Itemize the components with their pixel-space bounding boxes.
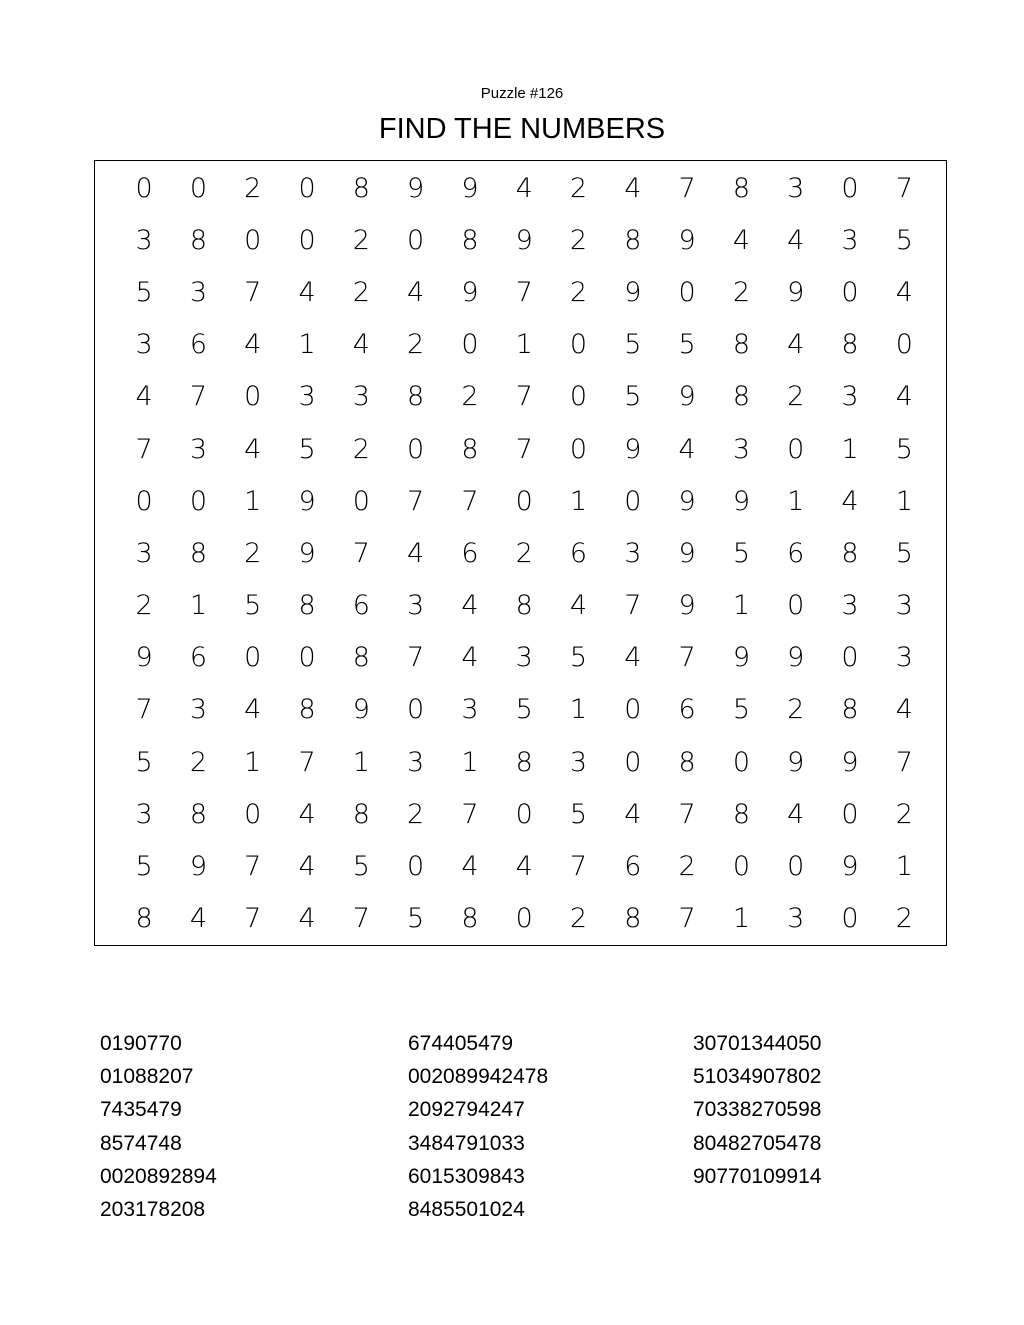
grid-cell[interactable]: 5 bbox=[515, 694, 533, 726]
grid-cell[interactable]: 3 bbox=[895, 642, 913, 674]
grid-cell[interactable]: 3 bbox=[787, 903, 805, 935]
grid-cell[interactable]: 7 bbox=[678, 903, 696, 935]
grid-cell[interactable]: 6 bbox=[624, 851, 642, 883]
grid-cell[interactable]: 8 bbox=[407, 381, 425, 413]
grid-cell[interactable]: 0 bbox=[189, 172, 208, 204]
grid-cell[interactable]: 7 bbox=[569, 851, 588, 883]
grid-cell[interactable]: 0 bbox=[569, 433, 588, 465]
grid-cell[interactable]: 4 bbox=[407, 276, 425, 308]
grid-cell[interactable]: 0 bbox=[624, 694, 642, 726]
grid-cell[interactable]: 0 bbox=[407, 224, 425, 256]
grid-cell[interactable]: 5 bbox=[244, 590, 262, 622]
grid-cell[interactable]: 8 bbox=[461, 224, 479, 256]
grid-cell[interactable]: 9 bbox=[135, 642, 153, 674]
word-list-item: 90770109914 bbox=[693, 1164, 822, 1188]
grid-cell[interactable]: 6 bbox=[461, 537, 479, 569]
grid-cell[interactable]: 2 bbox=[352, 276, 370, 308]
grid-cell[interactable]: 0 bbox=[841, 642, 859, 674]
grid-cell[interactable]: 8 bbox=[841, 329, 859, 361]
grid-cell[interactable]: 9 bbox=[352, 694, 370, 726]
grid-cell[interactable]: 2 bbox=[352, 433, 370, 465]
grid-cell[interactable]: 5 bbox=[624, 381, 642, 413]
grid-cell[interactable]: 4 bbox=[352, 329, 370, 361]
grid-cell[interactable]: 0 bbox=[298, 642, 316, 674]
grid-cell[interactable]: 2 bbox=[515, 537, 533, 569]
grid-cell[interactable]: 0 bbox=[135, 172, 153, 204]
grid-cell[interactable]: 3 bbox=[841, 590, 859, 622]
grid-cell[interactable]: 7 bbox=[515, 433, 533, 465]
word-list-item: 002089942478 bbox=[408, 1065, 549, 1089]
grid-cell[interactable]: 3 bbox=[787, 172, 805, 204]
grid-cell[interactable]: 5 bbox=[678, 329, 696, 361]
grid-cell[interactable]: 2 bbox=[787, 694, 805, 726]
grid-cell[interactable]: 8 bbox=[298, 590, 316, 622]
grid-cell[interactable]: 4 bbox=[895, 381, 913, 413]
grid-cell[interactable]: 0 bbox=[841, 798, 859, 830]
word-list-item: 674405479 bbox=[408, 1032, 514, 1055]
grid-cell[interactable]: 2 bbox=[569, 903, 588, 935]
grid-cell[interactable]: 2 bbox=[352, 224, 370, 256]
grid-cell[interactable]: 4 bbox=[298, 798, 316, 830]
grid-cell[interactable]: 0 bbox=[841, 276, 859, 308]
grid-cell[interactable]: 7 bbox=[189, 381, 208, 413]
grid-cell[interactable]: 3 bbox=[135, 329, 153, 361]
grid-cell[interactable]: 0 bbox=[244, 798, 262, 830]
word-list-item: 01088207 bbox=[100, 1065, 194, 1089]
grid-cell[interactable]: 3 bbox=[135, 537, 153, 569]
grid-cell[interactable]: 8 bbox=[189, 798, 208, 830]
grid-cell[interactable]: 0 bbox=[787, 851, 805, 883]
grid-cell[interactable]: 7 bbox=[895, 172, 913, 204]
grid-cell[interactable]: 0 bbox=[244, 381, 262, 413]
grid-cell[interactable]: 9 bbox=[841, 746, 859, 778]
grid-cell[interactable]: 8 bbox=[352, 172, 370, 204]
grid-cell[interactable]: 1 bbox=[569, 485, 588, 517]
grid-cell[interactable]: 1 bbox=[189, 590, 208, 622]
grid-cell[interactable]: 0 bbox=[407, 851, 425, 883]
grid-cell[interactable]: 1 bbox=[895, 485, 913, 517]
grid-cell[interactable]: 2 bbox=[569, 276, 588, 308]
grid-cell[interactable]: 5 bbox=[732, 537, 750, 569]
grid-cell[interactable]: 6 bbox=[569, 537, 588, 569]
grid-cell[interactable]: 3 bbox=[461, 694, 479, 726]
grid-cell[interactable]: 4 bbox=[407, 537, 425, 569]
grid-cell[interactable]: 4 bbox=[244, 329, 262, 361]
grid-cell[interactable]: 9 bbox=[407, 172, 425, 204]
grid-cell[interactable]: 0 bbox=[298, 224, 316, 256]
word-list-item: 8485501024 bbox=[408, 1198, 525, 1222]
grid-cell[interactable]: 4 bbox=[244, 433, 262, 465]
grid-cell[interactable]: 8 bbox=[461, 433, 479, 465]
grid-cell[interactable]: 6 bbox=[352, 590, 370, 622]
grid-cell[interactable]: 8 bbox=[298, 694, 316, 726]
word-list-item: 0190770 bbox=[100, 1032, 182, 1055]
grid-cell[interactable]: 3 bbox=[135, 224, 153, 256]
grid-cell[interactable]: 7 bbox=[515, 276, 533, 308]
grid-cell[interactable]: 1 bbox=[569, 694, 588, 726]
grid-cell[interactable]: 8 bbox=[461, 903, 479, 935]
grid-cell[interactable]: 9 bbox=[298, 485, 316, 517]
grid-cell[interactable]: 0 bbox=[298, 172, 316, 204]
grid-cell[interactable]: 0 bbox=[244, 224, 262, 256]
grid-cell[interactable]: 3 bbox=[135, 798, 153, 830]
grid-cell[interactable]: 5 bbox=[135, 851, 153, 883]
grid-cell[interactable]: 8 bbox=[624, 224, 642, 256]
grid-cell[interactable]: 4 bbox=[678, 433, 696, 465]
grid-cell[interactable]: 0 bbox=[244, 642, 262, 674]
grid-cell[interactable]: 0 bbox=[841, 172, 859, 204]
grid-cell[interactable]: 1 bbox=[732, 903, 750, 935]
grid-cell[interactable]: 5 bbox=[407, 903, 425, 935]
grid-cell[interactable]: 0 bbox=[407, 433, 425, 465]
grid-cell[interactable]: 7 bbox=[244, 851, 262, 883]
word-list-column-2 bbox=[408, 1027, 548, 1226]
grid-cell[interactable]: 2 bbox=[895, 798, 913, 830]
grid-cell[interactable]: 9 bbox=[515, 224, 533, 256]
grid-cell[interactable]: 9 bbox=[787, 642, 805, 674]
grid-cell[interactable]: 6 bbox=[189, 642, 208, 674]
grid-cell[interactable]: 3 bbox=[624, 537, 642, 569]
grid-cell[interactable]: 4 bbox=[189, 903, 208, 935]
grid-cell[interactable]: 2 bbox=[407, 798, 425, 830]
grid-cell[interactable]: 8 bbox=[515, 746, 533, 778]
grid-cell[interactable]: 9 bbox=[787, 746, 805, 778]
grid-cell[interactable]: 9 bbox=[732, 642, 750, 674]
grid-cell[interactable]: 4 bbox=[787, 329, 805, 361]
word-list-item: 0020892894 bbox=[100, 1164, 217, 1188]
grid-cell[interactable]: 4 bbox=[515, 172, 533, 204]
grid-cell[interactable]: 1 bbox=[732, 590, 750, 622]
word-list-item: 51034907802 bbox=[693, 1065, 822, 1089]
grid-cell[interactable]: 0 bbox=[135, 485, 153, 517]
grid-cell[interactable]: 2 bbox=[678, 851, 696, 883]
grid-cell[interactable]: 9 bbox=[841, 851, 859, 883]
grid-cell[interactable]: 1 bbox=[787, 485, 805, 517]
grid-cell[interactable]: 4 bbox=[841, 485, 859, 517]
grid-cell[interactable]: 0 bbox=[569, 381, 588, 413]
grid-cell[interactable]: 0 bbox=[624, 746, 642, 778]
grid-cell[interactable]: 0 bbox=[678, 276, 696, 308]
grid-cell[interactable]: 3 bbox=[352, 381, 370, 413]
word-list-item: 8574748 bbox=[100, 1131, 182, 1155]
grid-cell[interactable]: 5 bbox=[135, 276, 153, 308]
grid-cell[interactable]: 1 bbox=[841, 433, 859, 465]
grid-cell[interactable]: 6 bbox=[189, 329, 208, 361]
grid-cell[interactable]: 9 bbox=[678, 381, 696, 413]
grid-cell[interactable]: 7 bbox=[461, 485, 479, 517]
grid-cell[interactable]: 4 bbox=[569, 590, 588, 622]
grid-cell[interactable]: 2 bbox=[135, 590, 153, 622]
grid-cell[interactable]: 1 bbox=[515, 329, 533, 361]
grid-cell[interactable]: 7 bbox=[352, 537, 370, 569]
grid-cell[interactable]: 2 bbox=[569, 224, 588, 256]
grid-cell[interactable]: 8 bbox=[189, 224, 208, 256]
grid-cell[interactable]: 0 bbox=[787, 433, 805, 465]
grid-cell[interactable]: 3 bbox=[407, 746, 425, 778]
grid-cell[interactable]: 9 bbox=[189, 851, 208, 883]
grid-cell[interactable]: 7 bbox=[624, 590, 642, 622]
grid-cell[interactable]: 1 bbox=[352, 746, 370, 778]
grid-cell[interactable]: 3 bbox=[569, 746, 588, 778]
grid-cell[interactable]: 8 bbox=[732, 381, 750, 413]
grid-cell[interactable]: 3 bbox=[895, 590, 913, 622]
grid-cell[interactable]: 3 bbox=[732, 433, 750, 465]
grid-cell[interactable]: 0 bbox=[515, 485, 533, 517]
grid-cell[interactable]: 4 bbox=[787, 224, 805, 256]
grid-cell[interactable]: 9 bbox=[624, 433, 642, 465]
grid-cell[interactable]: 5 bbox=[624, 329, 642, 361]
grid-cell[interactable]: 7 bbox=[244, 276, 262, 308]
grid-cell[interactable]: 8 bbox=[732, 329, 750, 361]
grid-cell[interactable]: 9 bbox=[678, 485, 696, 517]
grid-cell[interactable]: 7 bbox=[515, 381, 533, 413]
grid-cell[interactable]: 0 bbox=[787, 590, 805, 622]
grid-cell[interactable]: 0 bbox=[895, 329, 913, 361]
grid-cell[interactable]: 0 bbox=[352, 485, 370, 517]
grid-cell[interactable]: 5 bbox=[895, 433, 913, 465]
grid-cell[interactable]: 7 bbox=[135, 694, 153, 726]
grid-cell[interactable]: 0 bbox=[407, 694, 425, 726]
grid-cell[interactable]: 8 bbox=[624, 903, 642, 935]
grid-cell[interactable]: 4 bbox=[624, 642, 642, 674]
grid-cell[interactable]: 2 bbox=[244, 537, 262, 569]
grid-cell[interactable]: 8 bbox=[515, 590, 533, 622]
grid-cell[interactable]: 2 bbox=[732, 276, 750, 308]
grid-cell[interactable]: 0 bbox=[624, 485, 642, 517]
grid-cell[interactable]: 1 bbox=[244, 485, 262, 517]
grid-cell[interactable]: 6 bbox=[787, 537, 805, 569]
grid-cell[interactable]: 5 bbox=[732, 694, 750, 726]
grid-cell[interactable]: 9 bbox=[678, 590, 696, 622]
grid-cell[interactable]: 4 bbox=[787, 798, 805, 830]
grid-cell[interactable]: 0 bbox=[515, 903, 533, 935]
grid-cell[interactable]: 2 bbox=[189, 746, 208, 778]
grid-cell[interactable]: 7 bbox=[407, 485, 425, 517]
grid-cell[interactable]: 8 bbox=[189, 537, 208, 569]
grid-cell[interactable]: 8 bbox=[732, 172, 750, 204]
grid-cell[interactable]: 3 bbox=[298, 381, 316, 413]
word-list-item: 80482705478 bbox=[693, 1131, 822, 1155]
grid-cell[interactable]: 4 bbox=[461, 642, 479, 674]
word-list-column-3 bbox=[693, 1027, 821, 1193]
grid-cell[interactable]: 7 bbox=[895, 746, 913, 778]
grid-cell[interactable]: 2 bbox=[787, 381, 805, 413]
grid-cell[interactable]: 5 bbox=[298, 433, 316, 465]
grid-cell[interactable]: 5 bbox=[352, 851, 370, 883]
grid-cell[interactable]: 2 bbox=[895, 903, 913, 935]
word-list-item: 203178208 bbox=[100, 1198, 206, 1222]
grid-cell[interactable]: 4 bbox=[624, 798, 642, 830]
grid-cell[interactable]: 0 bbox=[515, 798, 533, 830]
grid-cell[interactable]: 4 bbox=[895, 276, 913, 308]
page-title: FIND THE NUMBERS bbox=[378, 113, 666, 145]
grid-cell[interactable]: 7 bbox=[352, 903, 370, 935]
grid-cell[interactable]: 5 bbox=[895, 224, 913, 256]
puzzle-number: Puzzle #126 bbox=[480, 85, 564, 102]
grid-cell[interactable]: 3 bbox=[189, 694, 208, 726]
grid-cell[interactable]: 5 bbox=[569, 642, 588, 674]
word-list-item: 6015309843 bbox=[408, 1164, 525, 1188]
grid-cell[interactable]: 3 bbox=[189, 276, 208, 308]
grid-cell[interactable]: 3 bbox=[515, 642, 533, 674]
grid-cell[interactable]: 5 bbox=[135, 746, 153, 778]
grid-cell[interactable]: 2 bbox=[569, 172, 588, 204]
grid-cell[interactable]: 8 bbox=[135, 903, 153, 935]
grid-cell[interactable]: 7 bbox=[135, 433, 153, 465]
grid-cell[interactable]: 2 bbox=[461, 381, 479, 413]
grid-cell[interactable]: 3 bbox=[841, 224, 859, 256]
grid-cell[interactable]: 7 bbox=[407, 642, 425, 674]
grid-cell[interactable]: 7 bbox=[461, 798, 479, 830]
grid-cell[interactable]: 1 bbox=[461, 746, 479, 778]
grid-cell[interactable]: 2 bbox=[407, 329, 425, 361]
grid-cell[interactable]: 7 bbox=[244, 903, 262, 935]
grid-cell[interactable]: 1 bbox=[244, 746, 262, 778]
grid-cell[interactable]: 4 bbox=[135, 381, 153, 413]
grid-cell[interactable]: 5 bbox=[895, 537, 913, 569]
grid-cell[interactable]: 4 bbox=[895, 694, 913, 726]
grid-cell[interactable]: 0 bbox=[841, 903, 859, 935]
grid-cell[interactable]: 1 bbox=[895, 851, 913, 883]
grid-cell[interactable]: 8 bbox=[841, 537, 859, 569]
grid-cell[interactable]: 5 bbox=[569, 798, 588, 830]
grid-cell[interactable]: 9 bbox=[461, 276, 479, 308]
grid-cell[interactable]: 6 bbox=[678, 694, 696, 726]
grid-cell[interactable]: 0 bbox=[189, 485, 208, 517]
grid-cell[interactable]: 3 bbox=[407, 590, 425, 622]
grid-cell[interactable]: 9 bbox=[787, 276, 805, 308]
grid-cell[interactable]: 4 bbox=[624, 172, 642, 204]
grid-cell[interactable]: 8 bbox=[352, 642, 370, 674]
word-list-item: 2092794247 bbox=[408, 1098, 525, 1122]
grid-cell[interactable]: 0 bbox=[732, 851, 750, 883]
grid-cell[interactable]: 7 bbox=[298, 746, 316, 778]
grid-cell[interactable]: 4 bbox=[244, 694, 262, 726]
grid-cell[interactable]: 9 bbox=[298, 537, 316, 569]
grid-cell[interactable]: 1 bbox=[298, 329, 316, 361]
grid-cell[interactable]: 0 bbox=[461, 329, 479, 361]
grid-cell[interactable]: 4 bbox=[298, 903, 316, 935]
grid-cell[interactable]: 9 bbox=[461, 172, 479, 204]
grid-cell[interactable]: 3 bbox=[841, 381, 859, 413]
grid-cell[interactable]: 4 bbox=[732, 224, 750, 256]
grid-cell[interactable]: 8 bbox=[732, 798, 750, 830]
word-list-item: 3484791033 bbox=[408, 1131, 525, 1155]
grid-cell[interactable]: 7 bbox=[678, 798, 696, 830]
grid-cell[interactable]: 9 bbox=[678, 537, 696, 569]
word-list-item: 7435479 bbox=[100, 1098, 182, 1122]
grid-cell[interactable]: 4 bbox=[298, 276, 316, 308]
grid-cell[interactable]: 0 bbox=[569, 329, 588, 361]
grid-cell[interactable]: 7 bbox=[678, 642, 696, 674]
grid-cell[interactable]: 9 bbox=[678, 224, 696, 256]
grid-cell[interactable]: 4 bbox=[461, 851, 479, 883]
grid-cell[interactable]: 9 bbox=[732, 485, 750, 517]
word-list-column-1 bbox=[100, 1027, 217, 1226]
grid-cell[interactable]: 4 bbox=[515, 851, 533, 883]
grid-cell[interactable]: 7 bbox=[678, 172, 696, 204]
puzzle-grid bbox=[117, 162, 931, 945]
word-list-item: 70338270598 bbox=[693, 1098, 822, 1122]
grid-cell[interactable]: 8 bbox=[841, 694, 859, 726]
grid-cell[interactable]: 2 bbox=[244, 172, 262, 204]
word-list-item: 30701344050 bbox=[693, 1032, 822, 1055]
grid-cell[interactable]: 9 bbox=[624, 276, 642, 308]
grid-cell[interactable]: 0 bbox=[732, 746, 750, 778]
grid-cell[interactable]: 3 bbox=[189, 433, 208, 465]
grid-cell[interactable]: 8 bbox=[678, 746, 696, 778]
grid-cell[interactable]: 4 bbox=[298, 851, 316, 883]
grid-cell[interactable]: 8 bbox=[352, 798, 370, 830]
grid-cell[interactable]: 4 bbox=[461, 590, 479, 622]
